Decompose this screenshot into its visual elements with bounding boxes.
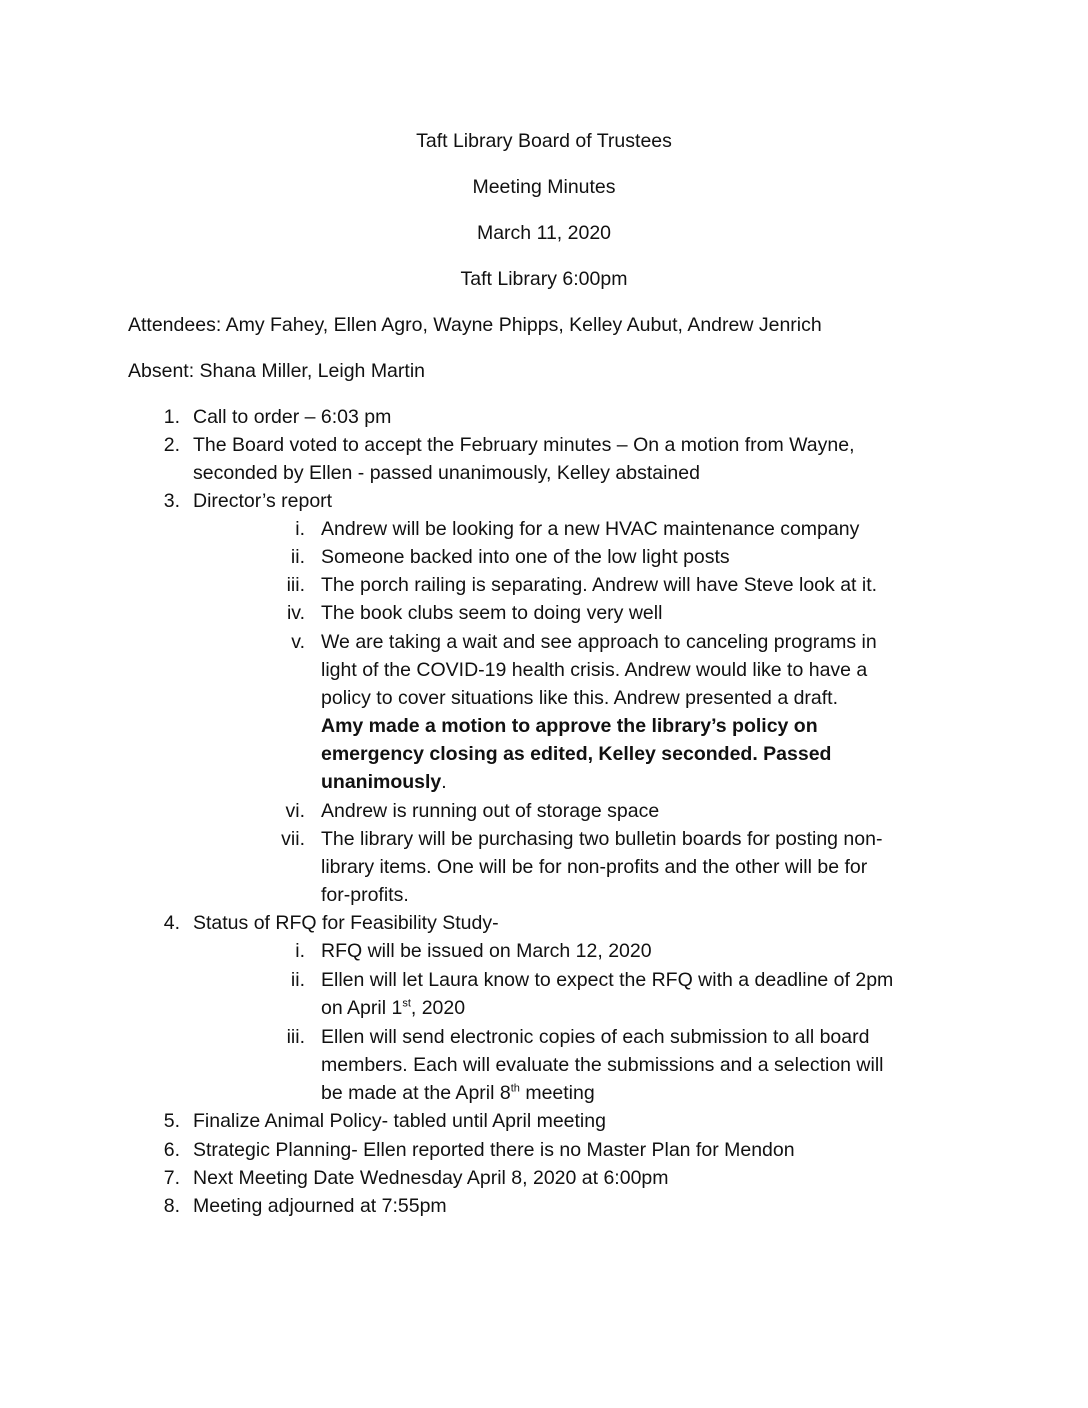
text-fragment: be made at the April 8: [321, 1082, 511, 1104]
meeting-location-time: Taft Library 6:00pm: [460, 268, 628, 290]
item-text: Finalize Animal Policy- tabled until April meeting: [193, 1110, 606, 1132]
item-text: Next Meeting Date Wednesday April 8, 2020 at 6:00pm: [193, 1167, 669, 1189]
subitem-text: We are taking a wait and see approach to canceling programs in: [321, 631, 877, 653]
ordinal-suffix: st: [402, 997, 411, 1010]
item-number: 5.: [163, 1110, 180, 1132]
subitem-text: Andrew will be looking for a new HVAC maintenance company: [321, 518, 860, 540]
subitem-text: library items. One will be for non-profits and the other will be for: [321, 856, 868, 878]
subitem-number: i.: [295, 518, 305, 540]
subitem-number: iv.: [286, 602, 305, 624]
item-number: 1.: [163, 406, 180, 428]
item-text: Director’s report: [193, 490, 333, 512]
motion-text: Amy made a motion to approve the library’s policy on: [321, 715, 818, 737]
subitem-text: [321, 1081, 595, 1105]
item-text: Status of RFQ for Feasibility Study-: [193, 912, 499, 934]
item-text: Strategic Planning- Ellen reported there is no Master Plan for Mendon: [193, 1139, 795, 1161]
item-text: The Board voted to accept the February minutes – On a motion from Wayne,: [193, 434, 855, 456]
item-number: 8.: [163, 1195, 180, 1217]
document-subtitle: Meeting Minutes: [472, 176, 616, 198]
subitem-text: Andrew is running out of storage space: [321, 800, 660, 822]
motion-result: unanimously: [321, 771, 442, 793]
absent-line: Absent: Shana Miller, Leigh Martin: [128, 360, 425, 382]
subitem-number: vi.: [285, 800, 305, 822]
motion-text: emergency closing as edited, Kelley seconded. Passed: [321, 743, 832, 765]
item-text: Call to order – 6:03 pm: [193, 406, 392, 428]
item-number: 4.: [163, 912, 180, 934]
text-fragment: meeting: [519, 1082, 595, 1104]
subitem-number: ii.: [290, 969, 305, 991]
motion-period: .: [441, 771, 447, 793]
document-title: Taft Library Board of Trustees: [416, 130, 672, 152]
subitem-number: vii.: [281, 828, 305, 850]
subitem-text: policy to cover situations like this. Andrew presented a draft.: [321, 687, 839, 709]
subitem-number: i.: [295, 940, 305, 962]
item-text: seconded by Ellen - passed unanimously, Kelley abstained: [193, 462, 700, 484]
item-number: 2.: [163, 434, 180, 456]
subitem-number: iii.: [286, 1026, 305, 1048]
subitem-text: for-profits.: [321, 884, 409, 906]
subitem-text: Ellen will send electronic copies of each submission to all board: [321, 1026, 870, 1048]
attendees-line: Attendees: Amy Fahey, Ellen Agro, Wayne Phipps, Kelley Aubut, Andrew Jenrich: [128, 314, 822, 336]
subitem-text: Someone backed into one of the low light posts: [321, 546, 730, 568]
subitem-text: light of the COVID-19 health crisis. Andrew would like to have a: [321, 659, 868, 681]
subitem-text: [321, 996, 465, 1020]
text-fragment: , 2020: [410, 997, 466, 1019]
item-number: 3.: [163, 490, 180, 512]
item-number: 6.: [163, 1139, 180, 1161]
subitem-number: iii.: [286, 574, 305, 596]
subitem-number: ii.: [290, 546, 305, 568]
text-fragment: on April 1: [321, 997, 403, 1019]
subitem-text: members. Each will evaluate the submissions and a selection will: [321, 1054, 884, 1076]
item-text: Meeting adjourned at 7:55pm: [193, 1195, 447, 1217]
motion-text: [321, 770, 447, 794]
item-number: 7.: [163, 1167, 180, 1189]
subitem-number: v.: [291, 631, 305, 653]
subitem-text: The library will be purchasing two bulletin boards for posting non-: [321, 828, 883, 850]
subitem-text: The porch railing is separating. Andrew will have Steve look at it.: [321, 574, 878, 596]
meeting-date: March 11, 2020: [476, 222, 612, 244]
subitem-text: RFQ will be issued on March 12, 2020: [321, 940, 652, 962]
subitem-text: Ellen will let Laura know to expect the RFQ with a deadline of 2pm: [321, 969, 894, 991]
subitem-text: The book clubs seem to doing very well: [321, 602, 663, 624]
ordinal-suffix: th: [510, 1082, 520, 1095]
